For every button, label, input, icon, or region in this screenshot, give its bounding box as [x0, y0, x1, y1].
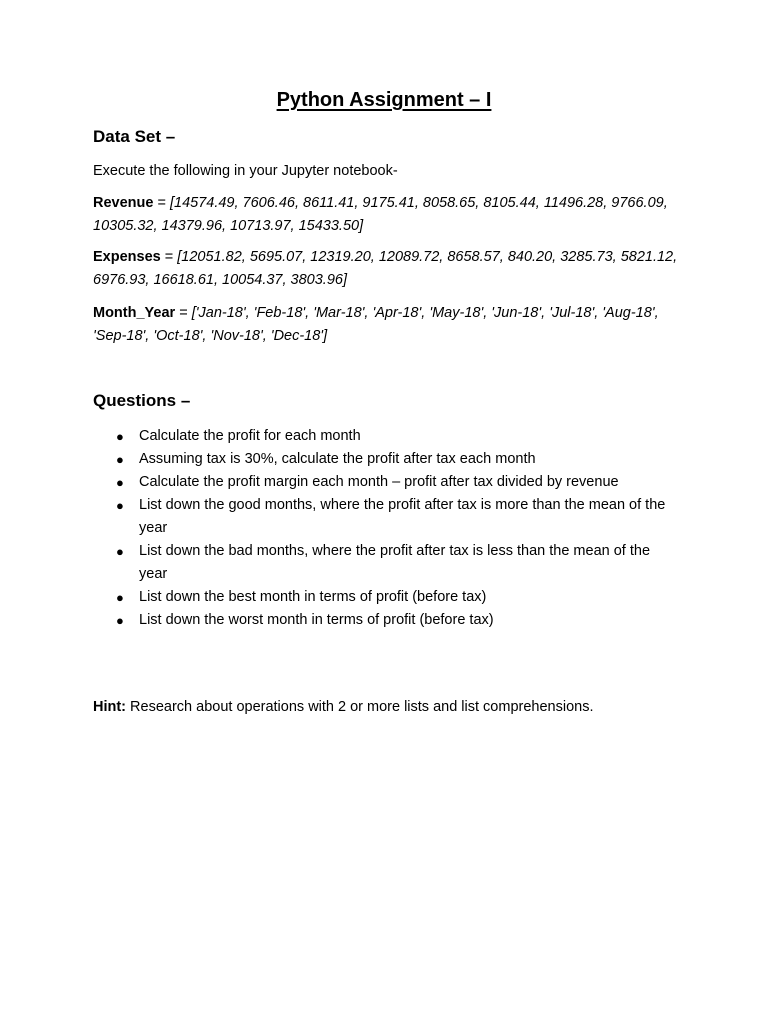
- list-item: [116, 425, 676, 448]
- month-year-line: [93, 302, 693, 348]
- question-text: List down the good months, where the profit after tax is more than the mean of the year: [139, 497, 666, 536]
- list-item: [116, 471, 676, 494]
- revenue-values: [14574.49, 7606.46, 8611.41, 9175.41, 8058.65, 8105.44, 11496.28, 9766.09, 10305.32, 14379.96, 10713.97, 15433.50]: [93, 195, 668, 234]
- month-year-values: ['Jan-18', 'Feb-18', 'Mar-18', 'Apr-18', 'May-18', 'Jun-18', 'Jul-18', 'Aug-18', 'Sep-18', 'Oct-18', 'Nov-18', 'Dec-18']: [93, 305, 659, 344]
- expenses-line: [93, 246, 693, 292]
- expenses-label: Expenses: [93, 249, 161, 265]
- month-year-label: Month_Year: [93, 305, 176, 321]
- equals-sign: =: [179, 305, 188, 321]
- list-item: [116, 609, 676, 632]
- list-item: [116, 586, 676, 609]
- questions-heading: Questions –: [93, 391, 191, 410]
- data-set-heading: Data Set –: [93, 127, 176, 146]
- question-text: List down the worst month in terms of profit (before tax): [139, 612, 494, 628]
- revenue-label: Revenue: [93, 195, 154, 211]
- list-item: [116, 448, 676, 471]
- hint-line: [93, 696, 713, 719]
- bullet-icon: ●: [116, 429, 124, 444]
- questions-list: [116, 425, 676, 632]
- equals-sign: =: [157, 195, 166, 211]
- expenses-values: [12051.82, 5695.07, 12319.20, 12089.72, 8658.57, 840.20, 3285.73, 5821.12, 6976.93, 16618.61, 10054.37, 3803.96]: [93, 249, 678, 288]
- bullet-icon: ●: [116, 498, 124, 513]
- revenue-line: [93, 192, 693, 238]
- intro-text: Execute the following in your Jupyter notebook-: [93, 163, 398, 179]
- question-text: Assuming tax is 30%, calculate the profit after tax each month: [139, 451, 536, 467]
- question-text: Calculate the profit margin each month – profit after tax divided by revenue: [139, 474, 619, 490]
- page-title: Python Assignment – I: [276, 89, 492, 111]
- question-text: List down the best month in terms of profit (before tax): [139, 589, 487, 605]
- bullet-icon: ●: [116, 475, 124, 490]
- list-item: [116, 540, 676, 586]
- bullet-icon: ●: [116, 613, 124, 628]
- list-item: [116, 494, 676, 540]
- equals-sign: =: [164, 249, 174, 265]
- bullet-icon: ●: [116, 544, 124, 559]
- hint-label: Hint:: [93, 699, 127, 715]
- question-text: Calculate the profit for each month: [139, 428, 361, 444]
- question-text: List down the bad months, where the profit after tax is less than the mean of the year: [139, 543, 651, 582]
- hint-text: Research about operations with 2 or more lists and list comprehensions.: [130, 699, 594, 715]
- bullet-icon: ●: [116, 452, 124, 467]
- bullet-icon: ●: [116, 590, 124, 605]
